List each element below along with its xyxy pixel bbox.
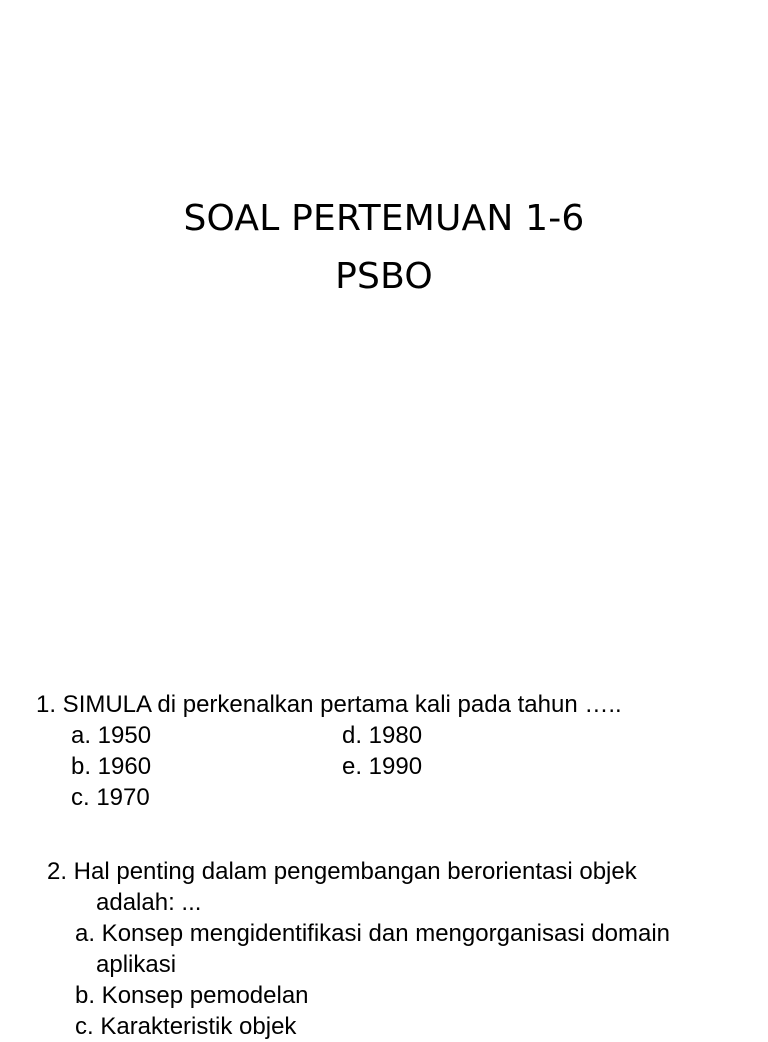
option-c: c. 1970: [71, 784, 150, 811]
option-d: d. 1980: [342, 722, 423, 749]
question-1: [36, 689, 622, 813]
question-2-stem-line-2: adalah: ...: [96, 889, 202, 916]
question-1-stem: 1. SIMULA di perkenalkan pertama kali pada tahun …..: [36, 691, 622, 718]
question-2: [47, 856, 670, 1042]
question-2-option-c: c. Karakteristik objek: [75, 1013, 297, 1040]
title-line-1: SOAL PERTEMUAN 1-6: [183, 198, 585, 239]
question-2-option-a-line-1: a. Konsep mengidentifikasi dan mengorganisasi domain: [75, 920, 671, 947]
question-2-stem-line-1: 2. Hal penting dalam pengembangan berorientasi objek: [47, 858, 637, 885]
option-e: e. 1990: [342, 753, 423, 780]
question-1-row-2: [36, 751, 622, 782]
slide-title: [0, 190, 768, 306]
title-line-2: PSBO: [335, 256, 433, 297]
question-1-row-1: [36, 720, 622, 751]
option-a: a. 1950: [71, 722, 152, 749]
question-2-option-b: b. Konsep pemodelan: [75, 982, 309, 1009]
question-1-row-3: [36, 782, 622, 813]
question-2-option-a-line-2: aplikasi: [96, 951, 177, 978]
option-b: b. 1960: [71, 753, 152, 780]
